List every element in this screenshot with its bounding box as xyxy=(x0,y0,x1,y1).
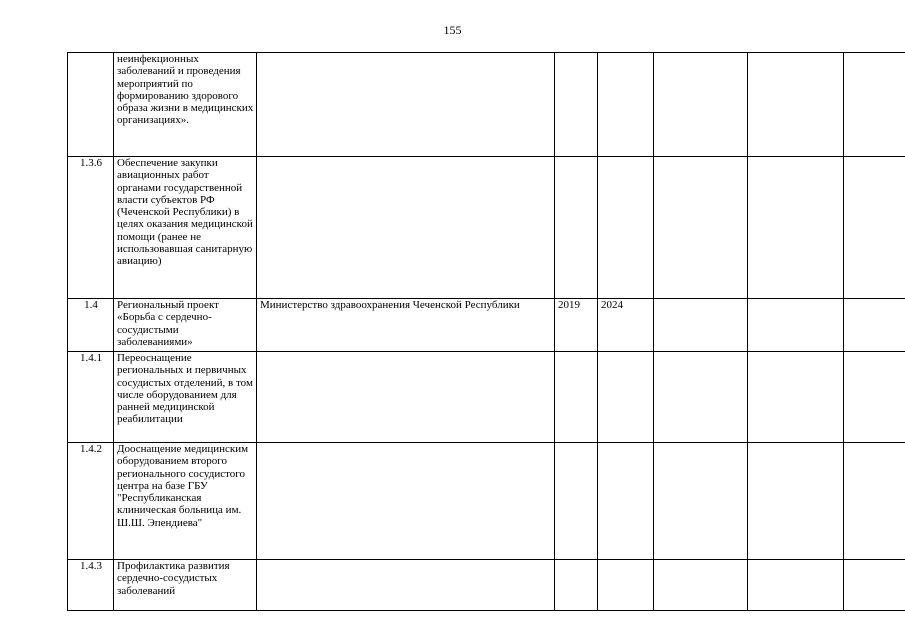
table-row xyxy=(68,157,905,299)
table-row xyxy=(68,560,905,611)
start-year-cell: 2019 xyxy=(555,299,598,352)
executor-cell xyxy=(257,560,555,611)
executor-cell xyxy=(257,157,555,299)
table-row xyxy=(68,53,905,157)
executor-cell xyxy=(257,53,555,157)
result-cell xyxy=(654,352,748,443)
start-year-cell xyxy=(555,157,598,299)
start-year-cell xyxy=(555,53,598,157)
measure-name-cell: Обеспечение закупки авиационных работ органами государственной власти субъектов РФ (Чеченской Республики) в целях оказания медицинской помощи (ранее не использовавшая санитарную авиацию) xyxy=(114,157,257,299)
measure-name-cell: Профилактика развития сердечно-сосудистых заболеваний xyxy=(114,560,257,611)
start-year-cell xyxy=(555,560,598,611)
row-number-cell: 1.3.6 xyxy=(68,157,114,299)
result-cell xyxy=(748,53,844,157)
end-year-cell xyxy=(598,560,654,611)
result-cell xyxy=(654,299,748,352)
result-cell xyxy=(654,443,748,560)
result-cell xyxy=(844,352,905,443)
result-cell xyxy=(748,560,844,611)
measure-name-cell: Дооснащение медицинским оборудованием второго регионального сосудистого центра на базе ГБУ "Республиканская клиническая больница им. Ш.Ш. Эпендиева" xyxy=(114,443,257,560)
row-number-cell: 1.4.1 xyxy=(68,352,114,443)
executor-cell: Министерство здравоохранения Чеченской Республики xyxy=(257,299,555,352)
result-cell xyxy=(844,157,905,299)
row-number-cell xyxy=(68,53,114,157)
result-cell xyxy=(654,560,748,611)
result-cell xyxy=(844,299,905,352)
row-number-cell: 1.4.3 xyxy=(68,560,114,611)
end-year-cell: 2024 xyxy=(598,299,654,352)
row-number-cell: 1.4.2 xyxy=(68,443,114,560)
result-cell xyxy=(748,443,844,560)
program-table xyxy=(67,52,905,611)
executor-cell xyxy=(257,443,555,560)
result-cell xyxy=(844,560,905,611)
result-cell xyxy=(654,53,748,157)
end-year-cell xyxy=(598,443,654,560)
end-year-cell xyxy=(598,352,654,443)
executor-cell xyxy=(257,352,555,443)
result-cell xyxy=(748,299,844,352)
start-year-cell xyxy=(555,352,598,443)
start-year-cell xyxy=(555,443,598,560)
end-year-cell xyxy=(598,53,654,157)
result-cell xyxy=(844,53,905,157)
result-cell xyxy=(748,352,844,443)
result-cell xyxy=(844,443,905,560)
table-row xyxy=(68,443,905,560)
table-row xyxy=(68,299,905,352)
measure-name-cell: неинфекционных заболеваний и проведения мероприятий по формированию здорового образа жизни в медицинских организациях». xyxy=(114,53,257,157)
measure-name-cell: Переоснащение региональных и первичных сосудистых отделений, в том числе оборудованием для ранней медицинской реабилитации xyxy=(114,352,257,443)
measure-name-cell: Региональный проект «Борьба с сердечно-сосудистыми заболеваниями» xyxy=(114,299,257,352)
table-row xyxy=(68,352,905,443)
page-number: 155 xyxy=(443,23,462,37)
row-number-cell: 1.4 xyxy=(68,299,114,352)
result-cell xyxy=(748,157,844,299)
result-cell xyxy=(654,157,748,299)
end-year-cell xyxy=(598,157,654,299)
